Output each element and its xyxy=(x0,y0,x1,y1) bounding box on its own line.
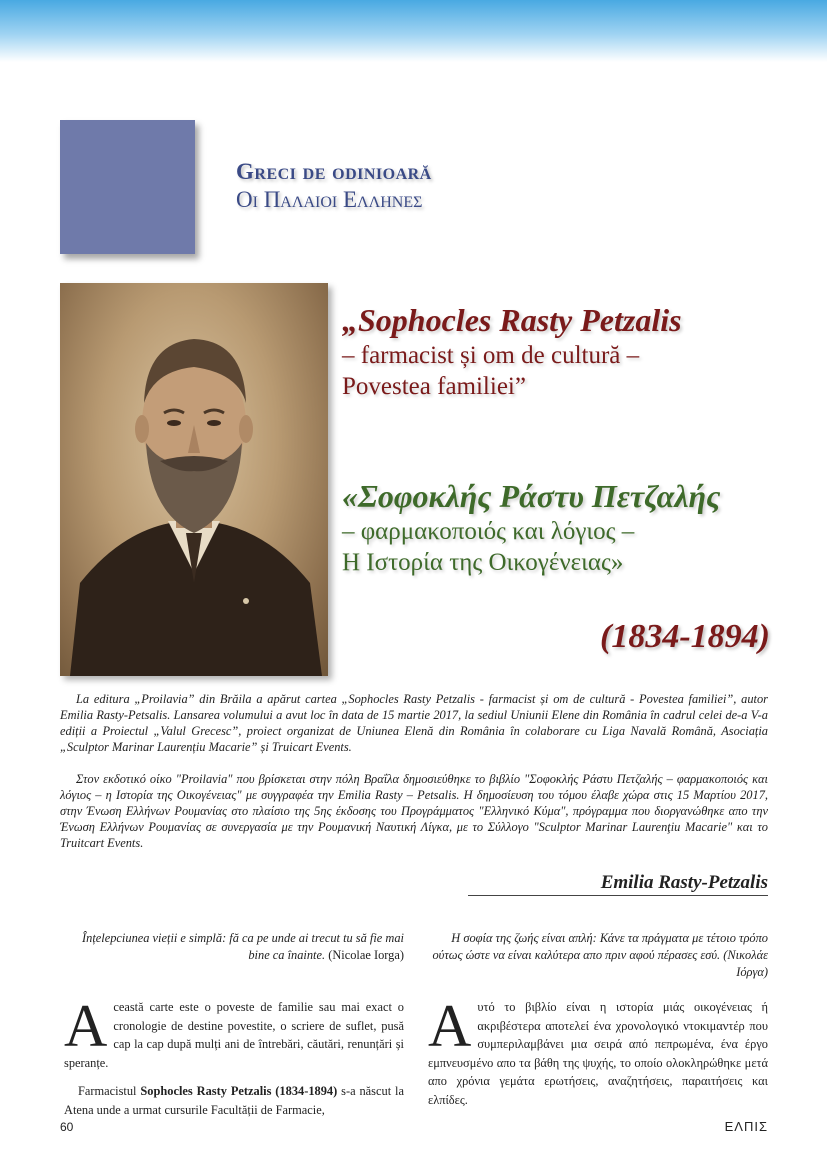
quote-gr-text: Η σοφία της ζωής είναι απλή: Κάνε τα πράγματα με τέτοιο τρόπο ούτως ώστε να είναι καλύτερα απο πριν αφού πέρασες εσύ. xyxy=(432,931,768,962)
headline-gr-subtitle-2: Η Ιστορία της Οικογένειας» xyxy=(342,549,624,576)
life-years: (1834-1894) xyxy=(600,618,770,655)
dropcap-ro: A xyxy=(64,993,108,1059)
headline-ro-name: „Sophocles Rasty Petzalis xyxy=(342,302,682,338)
headline-gr-subtitle: – φαρμακοποιός και λόγιος – xyxy=(342,518,635,545)
body-ro-text-2-end: s-a născut la Atena unde a urmat cursurile Facultății de Farmacie, xyxy=(64,1084,404,1117)
intro-paragraph-ro: La editura „Proilavia” din Brăila a apărut cartea „Sophocles Rasty Petzalis - farmacist și om de cultură - Povestea familiei”, autor Emilia Rasty-Petsalis. Lansarea volumului a avut loc în data de 15 martie 2017, la sediul Uniunii Elene din România în cadrul celei de-a V-a ediții a Proiectul „Valul Grecesc”, proiect organizat de Uniunea Elenă din România în colaborare cu Liga Navală Română, Asociația „Sculptor Marinar Laurențiu Macarie” și Truicart Events. xyxy=(60,692,768,754)
dropcap-gr: Α xyxy=(428,993,472,1059)
body-column-ro xyxy=(64,993,404,1119)
section-title-ro: Greci de odinioară xyxy=(236,159,432,184)
section-title-gr: Οι Παλαιοι Ελληνες xyxy=(236,187,423,212)
decorative-blue-square xyxy=(60,120,195,254)
quote-ro-text: Înțelepciunea vieții e simplă: fă ca pe unde ai trecut tu să fie mai bine ca înainte. xyxy=(82,931,404,962)
author-underline xyxy=(468,895,768,896)
headline-romanian xyxy=(342,300,772,402)
intro-paragraph-gr: Στον εκδοτικό οίκο "Proilavia" που βρίσκεται στην πόλη Βραΐλα δημοσιεύθηκε το βιβλίο "Σοφοκλής Ράστυ Πετζαλής – φαρμακοποιός και λόγιος – η Ιστορία της Οικογένειας" με συγγραφέα την Emilia Rasty – Petsalis. Η δημοσίευση του τόμου έλαβε χώρα στις 15 Μαρτίου 2017, στην Ένωση Ελλήνων Ρουμανίας στο πλαίσιο της 5ης έκδοσης του Προγράμματος "Ελληνικό Κύμα", πρόγραμμα που διοργανώθηκε απο την Ένωση Ελλήνων Ρουμανίας σε συνεργασία με την Ρουμανική Ναυτική Λίγκα, με το Σύλλογο "Sculptor Marinar Laurenţiu Macarie" και το Truitcart Events. xyxy=(60,772,768,850)
section-title xyxy=(236,158,736,214)
top-gradient-band xyxy=(0,0,827,62)
body-gr-text-1: υτό το βιβλίο είναι η ιστορία μιάς οικογένειας ή ακριβέστερα αποτελεί ένα χρονολογικό ντοκιμαντέρ που συμπεριλαμβάνει μια σειρά από πεπρωμένα, ένα έργο εμπνευσμένο απο τα βάθη της ψυχής, το οποίο ολοκληρώθηκε μετά απο χρόνια γεμάτα ερωτήσεις, αναζητήσεις, παραιτήσεις και ελπίδες. xyxy=(428,1000,768,1107)
portrait-photo xyxy=(60,283,328,676)
headline-ro-subtitle-2: Povestea familiei” xyxy=(342,373,526,400)
headline-ro-subtitle: – farmacist și om de cultură – xyxy=(342,342,640,369)
page-number: 60 xyxy=(60,1120,74,1134)
quote-gr-source: (Νικολάε Ιόργα) xyxy=(723,948,768,979)
quote-ro-source: (Nicolae Iorga) xyxy=(328,948,404,962)
body-ro-paragraph-2 xyxy=(64,1082,404,1119)
portrait-illustration xyxy=(60,283,328,676)
quote-gr xyxy=(428,930,768,981)
author-name: Emilia Rasty-Petzalis xyxy=(600,872,768,893)
quote-ro xyxy=(64,930,404,964)
body-ro-text-2-start: Farmacistul xyxy=(78,1084,141,1098)
headline-gr-name: «Σοφοκλής Ράστυ Πετζαλής xyxy=(342,478,721,514)
body-ro-text-2-bold: Sophocles Rasty Petzalis (1834-1894) xyxy=(140,1084,338,1098)
headline-greek xyxy=(342,476,772,578)
body-column-gr xyxy=(428,993,768,1109)
magazine-name: ΕΛΠΙΣ xyxy=(724,1119,768,1134)
body-gr-paragraph-1 xyxy=(428,993,768,1109)
body-ro-paragraph-1 xyxy=(64,993,404,1072)
body-ro-text-1: ceastă carte este o poveste de familie sau mai exact o cronologie de destine povestite, o scriere de suflet, pusă cap la cap după mulți ani de întrebări, căutări, renunțări și speranțe. xyxy=(64,1000,404,1070)
